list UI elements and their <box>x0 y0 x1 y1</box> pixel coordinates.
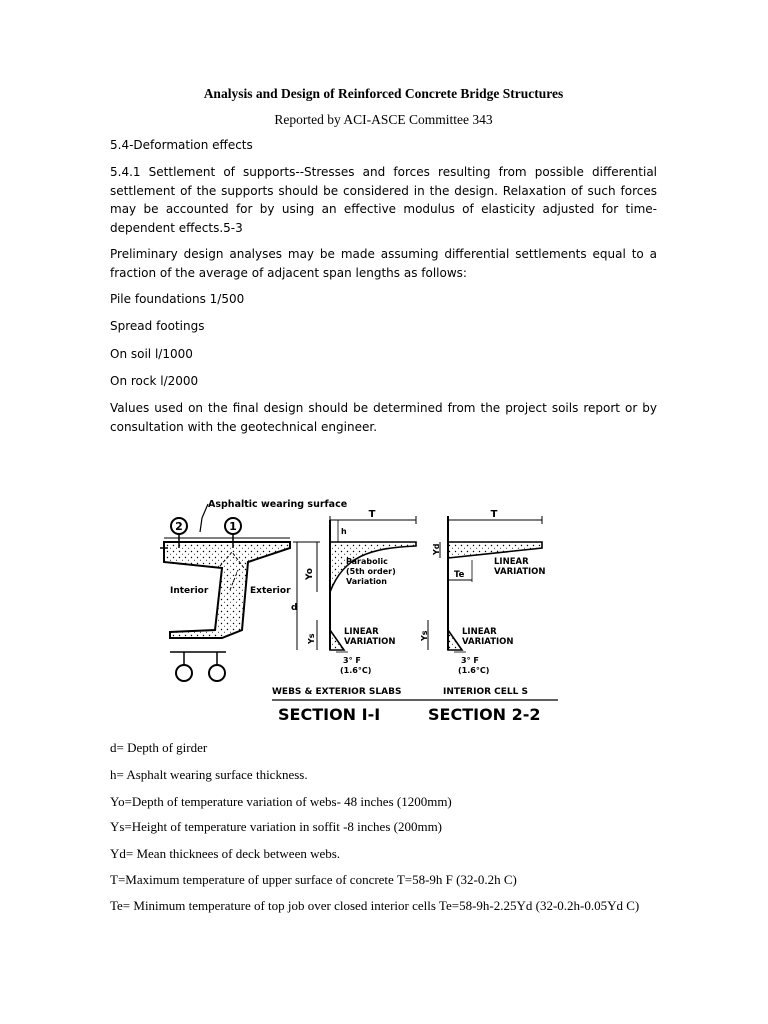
label-te: Te <box>454 570 465 580</box>
exterior-label: Exterior <box>250 586 291 596</box>
linear-variation-label-r1: LINEAR <box>494 557 529 567</box>
values-paragraph: Values used on the final design should be determined from the project soils report or by consultation with the geotechnical engineer. <box>110 401 657 434</box>
temp-f-right: 3° F <box>461 656 479 665</box>
section-2-caption: SECTION 2-2 <box>428 705 541 724</box>
linear-variation-label-r2: VARIATION <box>494 567 546 577</box>
temperature-gradient-figure <box>160 490 580 730</box>
preliminary-paragraph: Preliminary design analyses may be made assuming differential settlements equal to a fraction of the average of adjacent span lengths as follows: <box>110 247 657 280</box>
webs-exterior-caption: WEBS & EXTERIOR SLABS <box>272 687 402 697</box>
dim-yd-label: Yd <box>432 543 441 555</box>
label-t-left: T <box>368 509 376 520</box>
definition-yd: Yd= Mean thicknees of deck between webs. <box>110 846 341 861</box>
asphaltic-surface-label: Asphaltic wearing surface <box>208 499 348 510</box>
interior-cell-temperature-profile <box>420 509 546 675</box>
definition-h: h= Asphalt wearing surface thickness. <box>110 767 308 782</box>
label-h: h <box>341 527 347 536</box>
definition-te: Te= Minimum temperature of top job over closed interior cells Te=58-9h-2.25Yd (32-0.2h-0.05Yd C) <box>110 898 640 913</box>
interior-cells-caption: INTERIOR CELL S <box>443 687 528 697</box>
linear-variation-label-2: VARIATION <box>344 637 396 647</box>
section-1-caption: SECTION I-I <box>278 705 381 724</box>
label-t-right: T <box>490 509 498 520</box>
temp-c-left: (1.6°C) <box>340 666 372 675</box>
web-temperature-profile <box>330 509 416 675</box>
dimension-lines <box>291 542 320 650</box>
document-title: Analysis and Design of Reinforced Concrete Bridge Structures <box>203 86 564 101</box>
temp-c-right: (1.6°C) <box>458 666 490 675</box>
dim-yo-label: Yo <box>305 568 315 580</box>
girder-cross-section <box>160 538 291 638</box>
svg-text:2: 2 <box>175 520 183 533</box>
temp-f-left: 3° F <box>343 656 361 665</box>
settlement-paragraph: 5.4.1 Settlement of supports--Stresses and forces resulting from possible differential settlement of the supports should be considered in the design. Relaxation of such forces may be accounted for by using an effective modulus of elasticity adjusted for time-dependent effects.5-3 <box>110 165 657 235</box>
supports <box>170 652 226 681</box>
pile-foundations-line: Pile foundations 1/500 <box>110 292 245 306</box>
spread-footings-line: Spread footings <box>110 319 205 333</box>
dim-d-label: d <box>291 603 298 613</box>
parabolic-label-2: (5th order) <box>346 567 396 576</box>
section-heading: 5.4-Deformation effects <box>110 138 253 152</box>
definition-yo: Yo=Depth of temperature variation of webs- 48 inches (1200mm) <box>110 794 452 809</box>
dim-ys-label: Ys <box>307 633 316 644</box>
linear-variation-label-1: LINEAR <box>344 627 379 637</box>
svg-text:1: 1 <box>229 520 237 533</box>
definition-t: T=Maximum temperature of upper surface of concrete T=58-9h F (32-0.2h C) <box>110 872 517 887</box>
definition-ys: Ys=Height of temperature variation in soffit -8 inches (200mm) <box>110 819 443 834</box>
linear-variation-label-r4: VARIATION <box>462 637 514 647</box>
parabolic-label-3: Variation <box>346 577 387 586</box>
document-subtitle: Reported by ACI-ASCE Committee 343 <box>274 112 493 127</box>
definition-d: d= Depth of girder <box>110 740 208 755</box>
linear-variation-label-r3: LINEAR <box>462 627 497 637</box>
dim-ys-label-right: Ys <box>420 630 429 641</box>
asphaltic-leader-line <box>200 504 208 532</box>
on-soil-line: On soil l/1000 <box>110 347 193 361</box>
interior-label: Interior <box>170 586 209 596</box>
on-rock-line: On rock l/2000 <box>110 374 199 388</box>
parabolic-label-1: Parabolic <box>346 557 388 566</box>
